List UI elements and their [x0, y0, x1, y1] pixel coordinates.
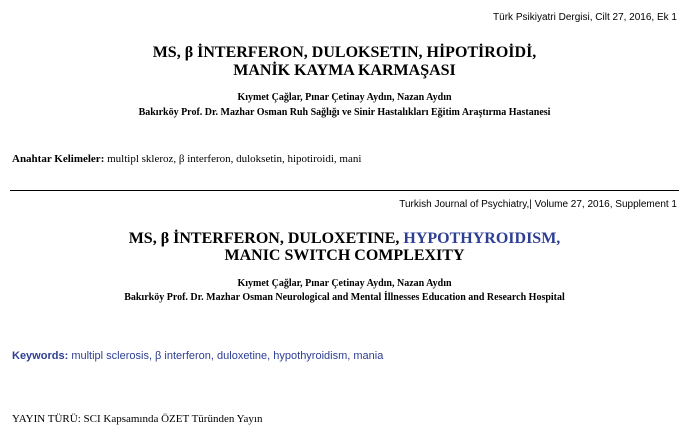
keywords-label-tr: Anahtar Kelimeler:: [12, 153, 105, 165]
authors-tr: Kıymet Çağlar, Pınar Çetinay Aydın, Nazan Aydın: [237, 92, 452, 103]
article-title-tr-line1: MS, β İNTERFERON, DULOKSETIN, HİPOTİROİDİ,: [152, 44, 537, 61]
article-title-tr-line2: MANİK KAYMA KARMAŞASI: [233, 62, 456, 79]
keywords-en: [12, 350, 383, 362]
article-title-en-line2: MANIC SWITCH COMPLEXITY: [224, 247, 465, 264]
journal-citation-tr: Türk Psikiyatri Dergisi, Cilt 27, 2016, Ek 1: [493, 12, 677, 23]
journal-citation-en: Turkish Journal of Psychiatry,| Volume 27, 2016, Supplement 1: [399, 199, 677, 210]
keywords-tr: [12, 153, 361, 165]
institution-en: Bakırköy Prof. Dr. Mazhar Osman Neurological and Mental İllnesses Education and Research Hospital: [124, 292, 565, 303]
section-divider: [10, 190, 679, 191]
authors-en: Kıymet Çağlar, Pınar Çetinay Aydın, Nazan Aydın: [237, 278, 452, 289]
title-en-part1: MS, β İNTERFERON, DULOXETINE,: [128, 230, 404, 247]
keywords-text-en: multipl sclerosis, β interferon, duloxetine, hypothyroidism, mania: [71, 350, 384, 362]
institution-tr: Bakırköy Prof. Dr. Mazhar Osman Ruh Sağlığı ve Sinir Hastalıkları Eğitim Araştırma Hastanesi: [138, 107, 551, 118]
title-en-highlight: HYPOTHYROIDISM,: [403, 230, 561, 247]
article-title-en-line1: [0, 230, 689, 247]
keywords-label-en: Keywords:: [12, 350, 69, 362]
publication-type: YAYIN TÜRÜ: SCI Kapsamında ÖZET Türünden Yayın: [12, 413, 263, 425]
keywords-text-tr: multipl skleroz, β interferon, duloksetin, hipotiroidi, mani: [107, 153, 362, 165]
